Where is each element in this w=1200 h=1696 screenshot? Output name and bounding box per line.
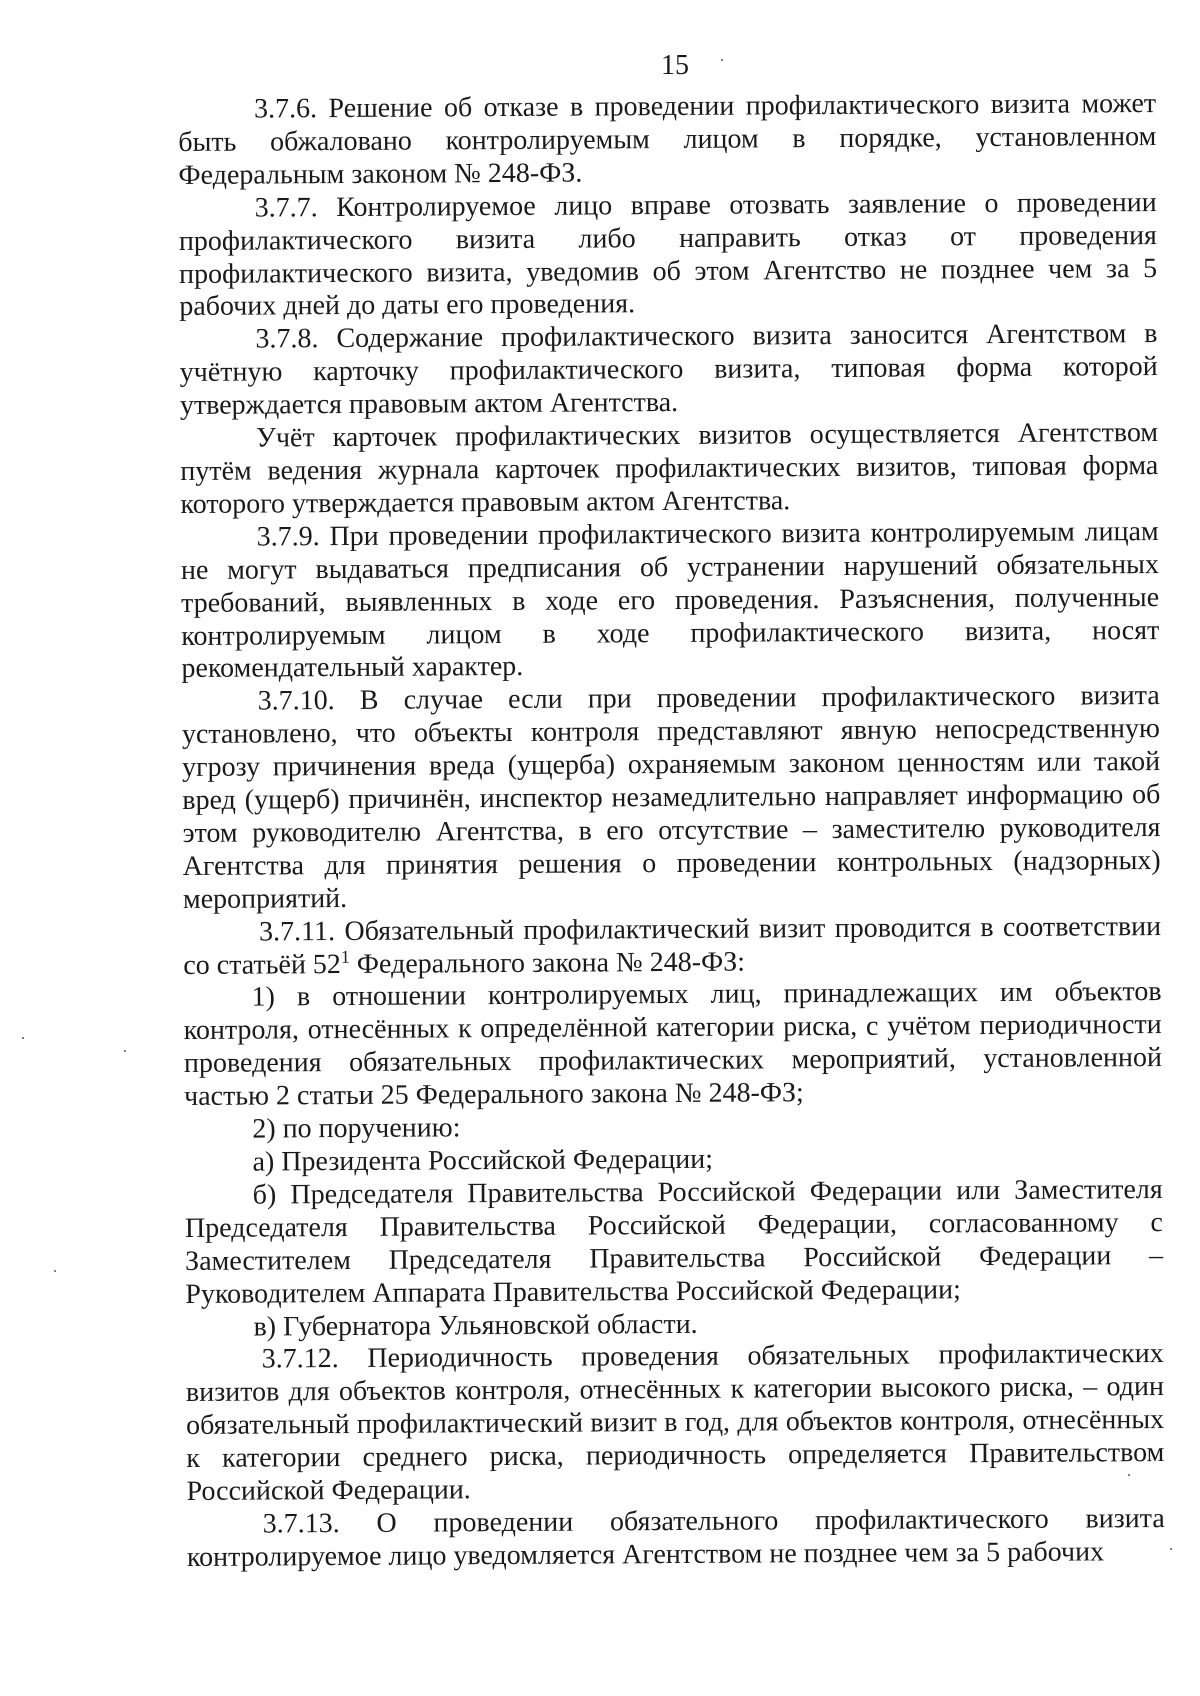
page-number: 15 — [661, 50, 689, 81]
scan-speck — [1128, 1474, 1130, 1476]
scan-speck — [1170, 1548, 1172, 1550]
list-item-b: б) Председателя Правительства Российской Федерации или Заместителя Председателя Правительства Российской Федерации, согласованному с Заместителем Председателя Правительства Российской Федерации – Руководителем Аппарата Правительства Российской Федерации; — [184, 1173, 1164, 1310]
scan-speck — [124, 1050, 126, 1052]
scan-speck — [54, 1270, 56, 1272]
document-body — [178, 88, 1165, 1575]
paragraph-3-7-11-text-b: Федерального закона № 248-ФЗ: — [349, 946, 746, 980]
scan-speck — [721, 59, 723, 61]
list-item-2: 2) по поручению: — [252, 1112, 461, 1145]
list-item-a: а) Президента Российской Федерации; — [252, 1143, 714, 1178]
paragraph-3-7-7: 3.7.7. Контролируемое лицо вправе отозвать заявление о проведении профилактического визита либо направить отказ от проведения профилактического визита, уведомив об этом Агентство не позднее чем за 5 рабочих дней до даты его проведения. — [178, 186, 1158, 323]
article-superscript: 1 — [340, 946, 350, 967]
scan-speck — [22, 1037, 24, 1039]
paragraph-card-accounting: Учёт карточек профилактических визитов осуществляется Агентством путём ведения журнала карточек профилактических визитов, типовая форма которого утверждается правовым актом Агентства. — [180, 417, 1159, 520]
paragraph-3-7-11-text-a: 3.7.11. Обязательный профилактический визит проводится в соответствии со статьёй 52 — [183, 910, 1162, 981]
list-item-1: 1) в отношении контролируемых лиц, принадлежащих им объектов контроля, отнесённых к определённой категории риска, с учётом периодичности проведения обязательных профилактических мероприятий, установленной частью 2 статьи 25 Федерального закона № 248-ФЗ; — [183, 976, 1163, 1113]
paragraph-3-7-13: 3.7.13. О проведении обязательного профилактического визита контролируемое лицо уведомляется Агентством не позднее чем за 5 рабочих — [186, 1502, 1165, 1573]
paragraph-3-7-12: 3.7.12. Периодичность проведения обязательных профилактических визитов для объектов контроля, отнесённых к категории высокого риска, – один обязательный профилактический визит в год, для объектов контроля, отнесённых к категории среднего риска, периодичность определяется Правительством Российской Федерации. — [185, 1338, 1165, 1508]
paragraph-3-7-8: 3.7.8. Содержание профилактического визита заносится Агентством в учётную карточку профилактического визита, типовая форма которой утверждается правовым актом Агентства. — [179, 318, 1158, 422]
paragraph-3-7-11 — [183, 911, 1161, 983]
paragraph-3-7-9: 3.7.9. При проведении профилактического визита контролируемым лицам не могут выдаваться предписания об устранении нарушений обязательных требований, выявленных в ходе его проведения. Разъяснения, полученные контролируемым лицом в ходе профилактического визита, носят рекомендательный характер. — [180, 515, 1160, 685]
paragraph-3-7-10: 3.7.10. В случае если при проведении профилактического визита установлено, что объекты контроля представляют явную непосредственную угрозу причинения вреда (ущерба) охраняемым законом ценностям или такой вред (ущерб) причинён, инспектор незамедлительно направляет информацию об этом руководителю Агентства, в его отсутствие – заместителю руководителя Агентства для принятия решения о проведении контрольных (надзорных) мероприятий. — [181, 680, 1161, 915]
list-item-v: в) Губернатора Ульяновской области. — [253, 1308, 698, 1343]
paragraph-3-7-6: 3.7.6. Решение об отказе в проведении профилактического визита может быть обжаловано контролируемым лицом в порядке, установленном Федеральным законом № 248-ФЗ. — [178, 88, 1157, 191]
